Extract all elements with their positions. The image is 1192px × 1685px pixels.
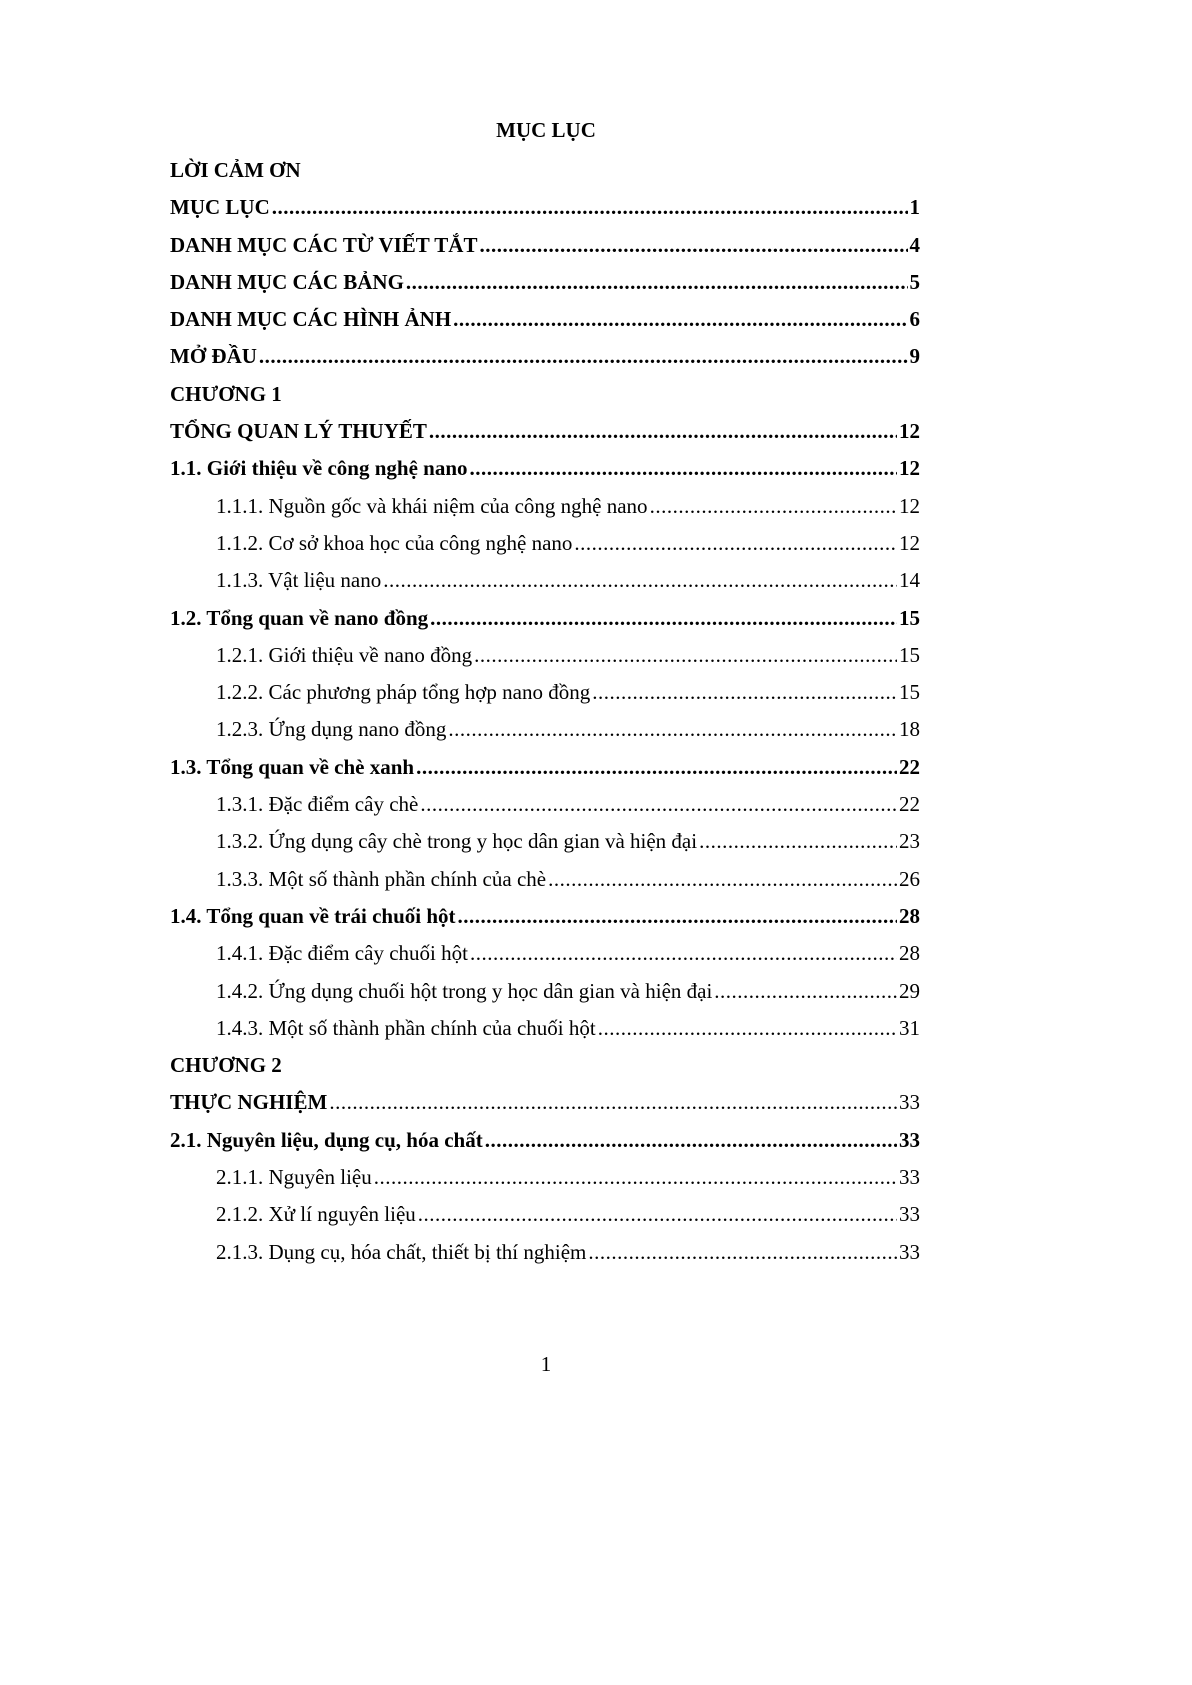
toc-entry-page: 9: [909, 344, 920, 369]
toc-entry[interactable]: [170, 898, 920, 935]
toc-entry-page: 12: [899, 419, 920, 444]
toc-entry[interactable]: [170, 264, 920, 301]
toc-dot-leader: [453, 301, 907, 338]
toc-entry-label: 1.1.3. Vật liệu nano: [216, 568, 382, 593]
toc-dot-leader: [272, 189, 908, 226]
toc-dot-leader: [479, 227, 907, 264]
toc-dot-leader: [592, 674, 897, 711]
toc-entry-label: 1.2.2. Các phương pháp tổng hợp nano đồng: [216, 680, 591, 705]
toc-entry-label: 1.1.2. Cơ sở khoa học của công nghệ nano: [216, 530, 573, 555]
toc-dot-leader: [420, 786, 897, 823]
toc-entry-label: 2.1.2. Xử lí nguyên liệu: [216, 1202, 416, 1227]
toc-entry-page: 31: [899, 1015, 920, 1040]
toc-entry-label: 1.3.3. Một số thành phần chính của chè: [216, 866, 547, 891]
toc-entry-label: 1.4. Tổng quan về trái chuối hột: [170, 903, 456, 928]
toc-entry-label: 1.1.1. Nguồn gốc và khái niệm của công nghệ nano: [216, 493, 648, 518]
toc-dot-leader: [383, 562, 897, 599]
toc-entry-page: 23: [899, 829, 920, 854]
toc-entry-label: DANH MỤC CÁC BẢNG: [170, 269, 404, 294]
toc-entry-label: MỤC LỤC: [170, 195, 270, 220]
toc-entry[interactable]: [170, 935, 920, 972]
toc-entry-label: MỞ ĐẦU: [170, 344, 257, 369]
toc-entry-label: 2.1.3. Dụng cụ, hóa chất, thiết bị thí nghiệm: [216, 1239, 587, 1264]
toc-entry[interactable]: [170, 152, 920, 189]
toc-entry[interactable]: [170, 674, 920, 711]
toc-entry-label: 2.1. Nguyên liệu, dụng cụ, hóa chất: [170, 1127, 483, 1152]
toc-entry-page: 15: [899, 605, 920, 630]
toc-dot-leader: [406, 264, 908, 301]
toc-entry[interactable]: [170, 338, 920, 375]
toc-dot-leader: [699, 823, 897, 860]
toc-entry-label: 1.2.1. Giới thiệu về nano đồng: [216, 642, 473, 667]
toc-entry-label: 1.3. Tổng quan về chè xanh: [170, 754, 415, 779]
toc-entry[interactable]: [170, 227, 920, 264]
toc-entry[interactable]: [170, 600, 920, 637]
toc-entry-label: 2.1.1. Nguyên liệu: [216, 1165, 372, 1190]
toc-dot-leader: [329, 1084, 897, 1121]
toc-entry[interactable]: [170, 786, 920, 823]
toc-entry-page: 1: [909, 195, 920, 220]
toc-dot-leader: [429, 413, 897, 450]
toc-entry[interactable]: [170, 637, 920, 674]
toc-dot-leader: [588, 1234, 897, 1271]
toc-dot-leader: [458, 898, 898, 935]
table-of-contents: [170, 152, 920, 1271]
toc-entry[interactable]: [170, 488, 920, 525]
toc-entry-label: 1.2.3. Ứng dụng nano đồng: [216, 717, 447, 742]
toc-entry-page: 18: [899, 717, 920, 742]
toc-entry-page: 12: [899, 493, 920, 518]
toc-entry[interactable]: [170, 1047, 920, 1084]
page-title: MỤC LỤC: [496, 118, 596, 142]
toc-entry-label: CHƯƠNG 2: [170, 1053, 282, 1078]
toc-entry[interactable]: [170, 562, 920, 599]
toc-entry-page: 33: [899, 1202, 920, 1227]
toc-entry-label: 1.4.1. Đặc điểm cây chuối hột: [216, 941, 468, 966]
toc-entry[interactable]: [170, 376, 920, 413]
toc-entry-label: 1.4.3. Một số thành phần chính của chuối hột: [216, 1015, 596, 1040]
toc-entry-page: 22: [899, 754, 920, 779]
toc-entry-page: 33: [899, 1127, 920, 1152]
toc-entry-page: 6: [909, 307, 920, 332]
toc-dot-leader: [448, 711, 897, 748]
toc-entry[interactable]: [170, 711, 920, 748]
toc-dot-leader: [574, 525, 897, 562]
toc-entry[interactable]: [170, 861, 920, 898]
toc-entry-label: CHƯƠNG 1: [170, 381, 282, 406]
toc-entry-page: 15: [899, 642, 920, 667]
toc-entry[interactable]: [170, 973, 920, 1010]
toc-entry-page: 28: [899, 903, 920, 928]
toc-entry[interactable]: [170, 301, 920, 338]
toc-entry-page: 26: [899, 866, 920, 891]
toc-entry-label: DANH MỤC CÁC TỪ VIẾT TẮT: [170, 232, 478, 257]
toc-entry-page: 28: [899, 941, 920, 966]
toc-dot-leader: [259, 338, 908, 375]
toc-entry-label: 1.4.2. Ứng dụng chuối hột trong y học dân gian và hiện đại: [216, 978, 713, 1003]
toc-dot-leader: [485, 1122, 897, 1159]
toc-entry[interactable]: [170, 1159, 920, 1196]
toc-entry-page: 12: [899, 530, 920, 555]
toc-entry-page: 4: [909, 232, 920, 257]
page-number: 1: [540, 1352, 552, 1376]
toc-dot-leader: [650, 488, 897, 525]
toc-entry-page: 5: [909, 269, 920, 294]
toc-entry[interactable]: [170, 823, 920, 860]
toc-entry-label: 1.3.1. Đặc điểm cây chè: [216, 792, 419, 817]
toc-entry[interactable]: [170, 189, 920, 226]
toc-entry[interactable]: [170, 1122, 920, 1159]
toc-entry[interactable]: [170, 413, 920, 450]
toc-dot-leader: [470, 935, 897, 972]
toc-entry-label: LỜI CẢM ƠN: [170, 158, 301, 182]
toc-entry-page: 33: [899, 1090, 920, 1115]
toc-entry-label: THỰC NGHIỆM: [170, 1090, 328, 1115]
toc-entry-label: 1.1. Giới thiệu về công nghệ nano: [170, 456, 468, 481]
toc-entry[interactable]: [170, 1234, 920, 1271]
toc-dot-leader: [416, 749, 897, 786]
toc-entry[interactable]: [170, 1196, 920, 1233]
toc-entry-page: 14: [899, 568, 920, 593]
toc-entry-label: 1.2. Tổng quan về nano đồng: [170, 605, 429, 630]
toc-entry-page: 33: [899, 1165, 920, 1190]
toc-dot-leader: [430, 600, 897, 637]
toc-entry[interactable]: [170, 1010, 920, 1047]
toc-dot-leader: [470, 450, 898, 487]
toc-entry-page: 29: [899, 978, 920, 1003]
toc-entry-page: 33: [899, 1239, 920, 1264]
toc-entry[interactable]: [170, 1084, 920, 1121]
toc-dot-leader: [374, 1159, 897, 1196]
toc-dot-leader: [418, 1196, 897, 1233]
toc-entry-label: DANH MỤC CÁC HÌNH ẢNH: [170, 307, 452, 332]
toc-entry[interactable]: [170, 749, 920, 786]
toc-dot-leader: [474, 637, 897, 674]
toc-dot-leader: [598, 1010, 897, 1047]
toc-dot-leader: [548, 861, 897, 898]
toc-entry-page: 22: [899, 792, 920, 817]
toc-entry-label: 1.3.2. Ứng dụng cây chè trong y học dân gian và hiện đại: [216, 829, 698, 854]
toc-entry-page: 15: [899, 680, 920, 705]
toc-entry-label: TỔNG QUAN LÝ THUYẾT: [170, 419, 427, 444]
toc-entry[interactable]: [170, 450, 920, 487]
toc-entry[interactable]: [170, 525, 920, 562]
toc-entry-page: 12: [899, 456, 920, 481]
toc-dot-leader: [714, 973, 897, 1010]
